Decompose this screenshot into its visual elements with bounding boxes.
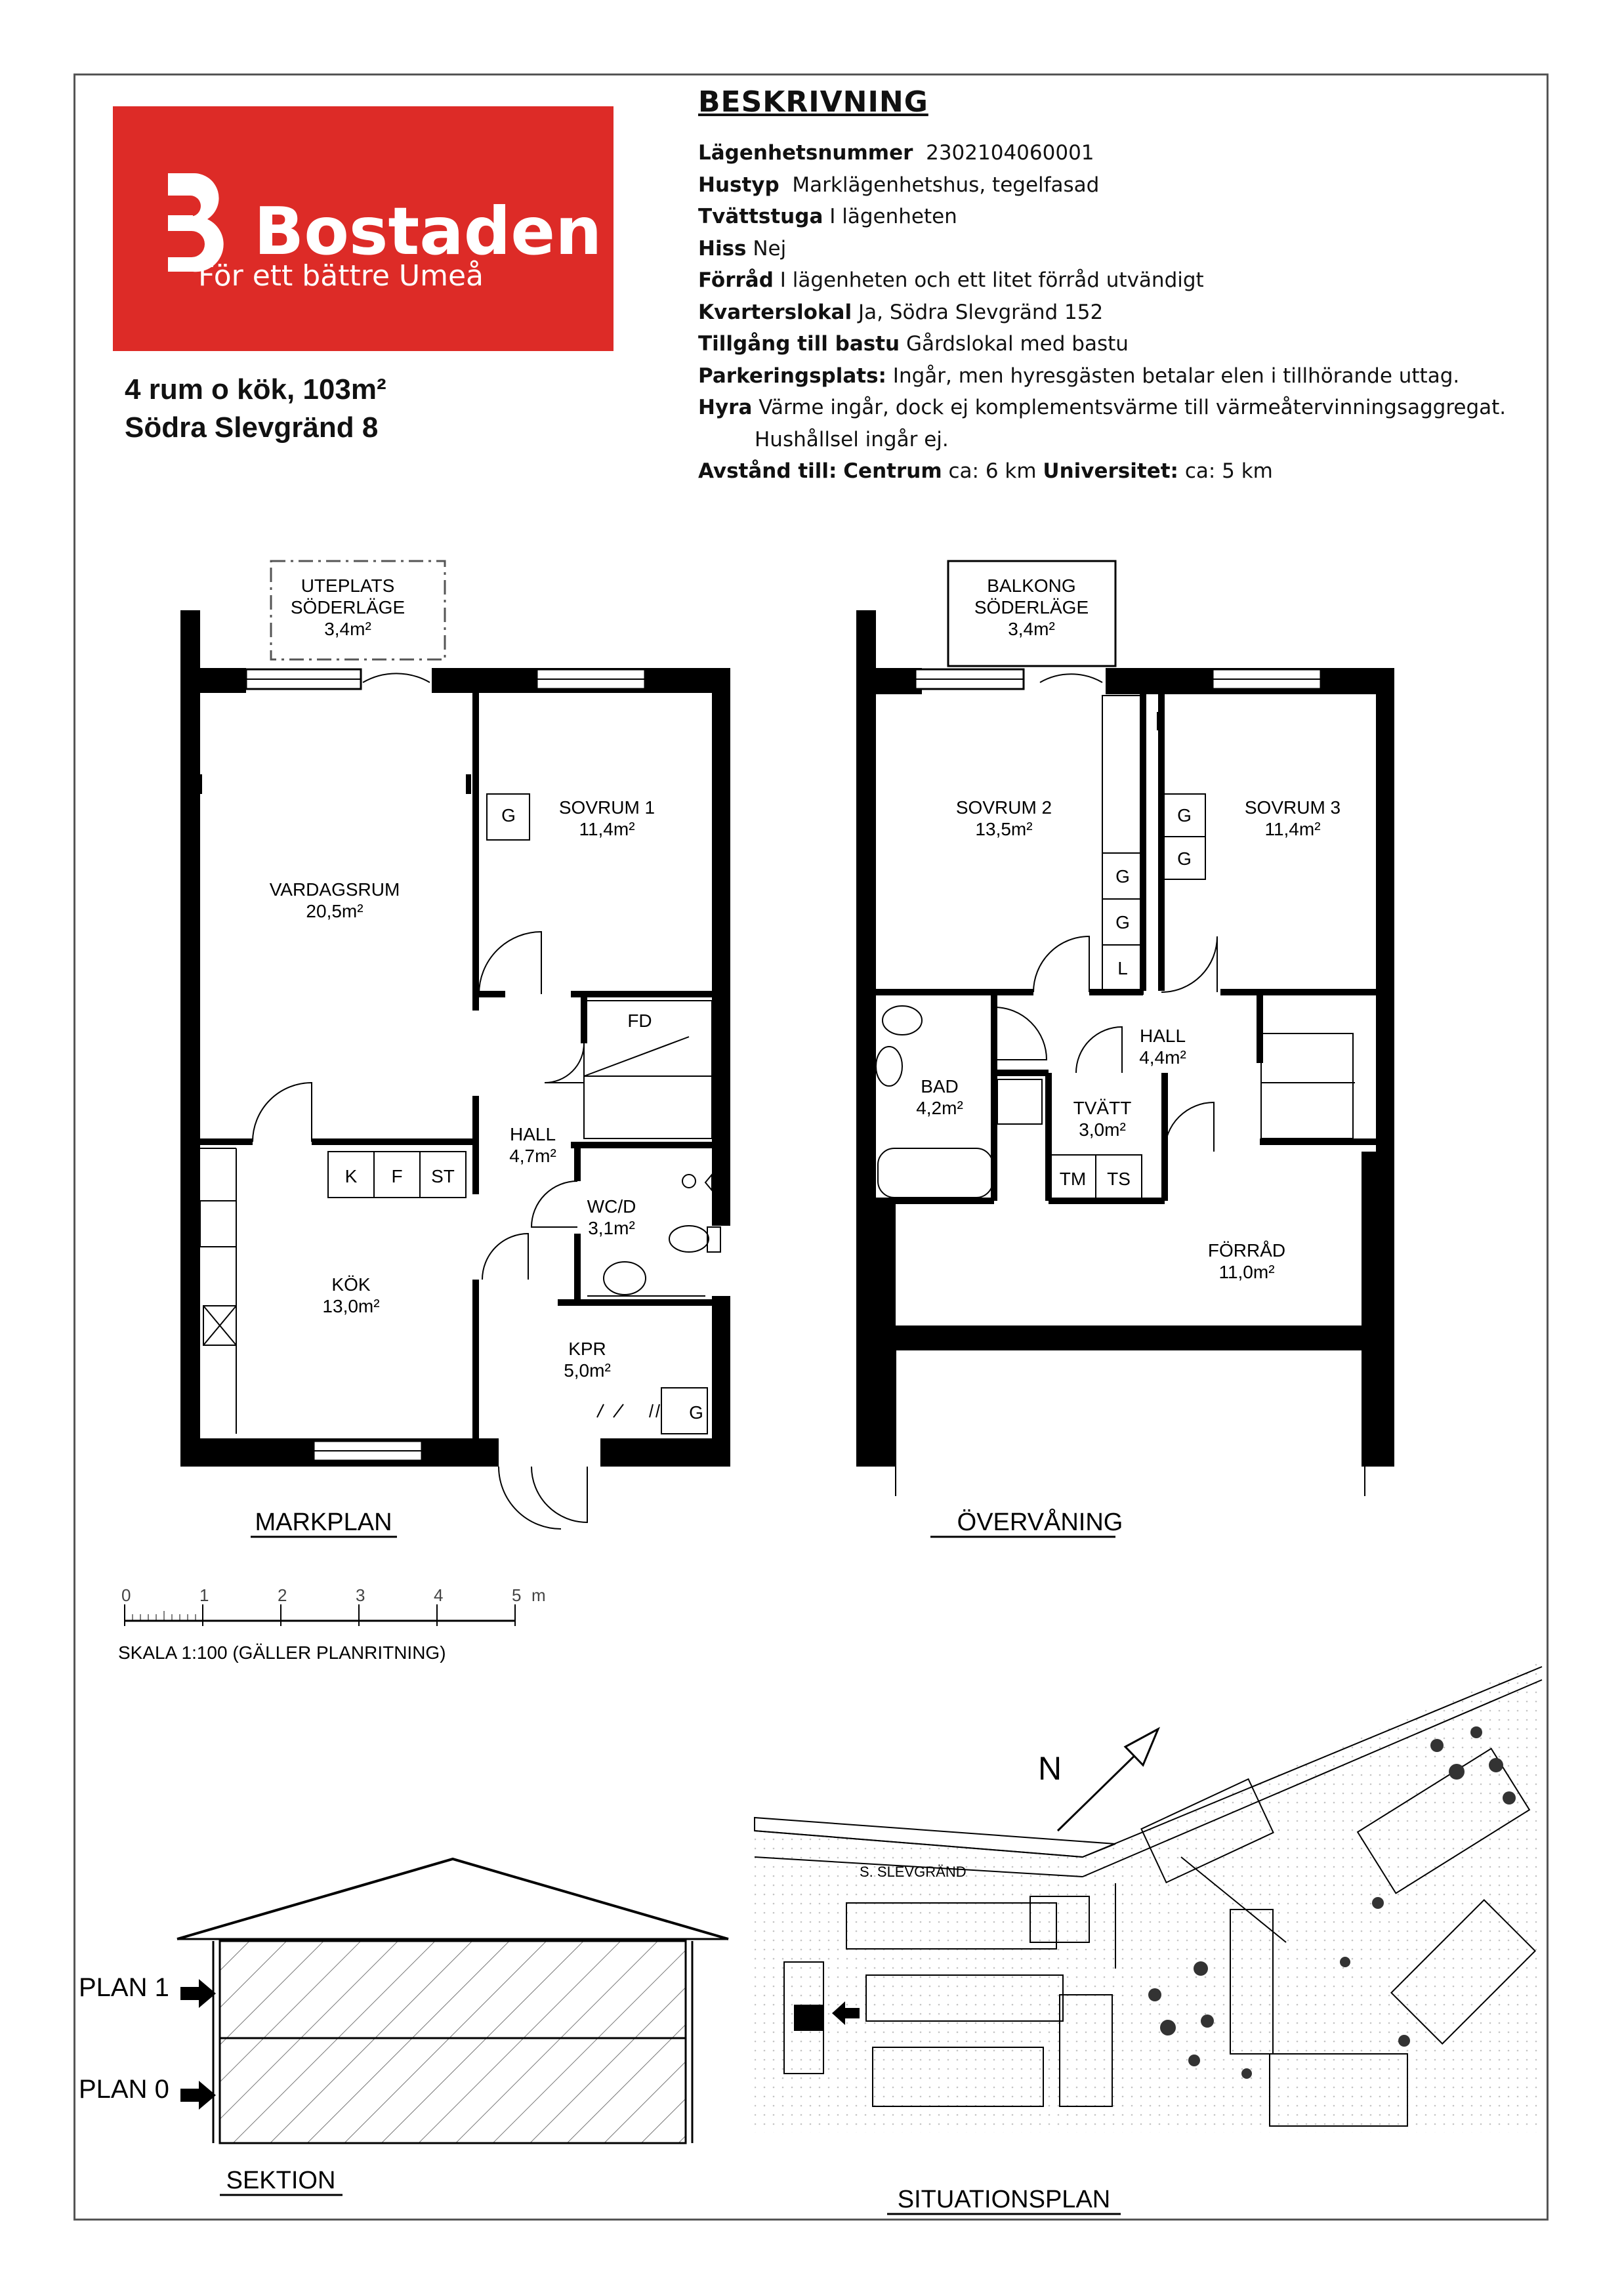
apartment-size: 4 rum o kök, 103m² — [125, 373, 386, 406]
label-hall-upper: HALL — [1139, 1026, 1186, 1046]
label-hall-upper-area: 4,4m² — [1139, 1047, 1186, 1068]
label-kpr-closet: G — [689, 1402, 703, 1423]
logo-slogan: För ett bättre Umeå — [198, 259, 484, 293]
desc-row: Hiss Nej — [698, 236, 787, 261]
label-sovrum3: SOVRUM 3 — [1244, 797, 1341, 818]
label-wcd-area: 3,1m² — [588, 1218, 635, 1238]
situationsplan-caption: SITUATIONSPLAN — [897, 2186, 1111, 2213]
desc-row: Hushållsel ingår ej. — [755, 427, 949, 451]
scale-tick-4: 4 — [434, 1585, 444, 1605]
overvaning-caption: ÖVERVÅNING — [957, 1509, 1123, 1536]
label-balkong-soderlage: SÖDERLÄGE — [974, 597, 1089, 617]
arrow-plan0-icon — [180, 2081, 216, 2110]
desc-row: Kvarterslokal Ja, Södra Slevgränd 152 — [698, 300, 1104, 324]
sektion-drawing — [79, 1859, 728, 2195]
street-label: S. SLEVGRÄND — [860, 1864, 967, 1880]
north-arrow-icon — [1058, 1729, 1158, 1831]
label-kok-area: 13,0m² — [322, 1296, 380, 1316]
markplan-drawing — [180, 561, 730, 1537]
desc-row: Hustyp Marklägenhetshus, tegelfasad — [698, 173, 1100, 197]
label-sovrum2-area: 13,5m² — [975, 819, 1033, 839]
situationsplan-map — [755, 1660, 1542, 2214]
scale-tick-3: 3 — [356, 1585, 365, 1605]
label-f: F — [391, 1166, 403, 1186]
label-st: ST — [431, 1166, 455, 1186]
desc-row: Lägenhetsnummer 2302104060001 — [698, 141, 1094, 165]
label-hall-area: 4,7m² — [509, 1146, 556, 1166]
label-hall: HALL — [509, 1124, 556, 1144]
scale-tick-1: 1 — [199, 1585, 209, 1605]
desc-row: Tillgång till bastu Gårdslokal med bastu — [698, 332, 1129, 356]
label-sovrum3-area: 11,4m² — [1264, 819, 1321, 839]
scale-tick-5: 5 — [512, 1585, 522, 1605]
label-plan1: PLAN 1 — [79, 1973, 169, 2002]
label-plan0: PLAN 0 — [79, 2075, 169, 2104]
label-uteplats-area: 3,4m² — [324, 619, 371, 639]
desc-distance: Avstånd till: Centrum ca: 6 km Universitet: ca: 5 km — [698, 459, 1273, 483]
overvaning-drawing — [856, 561, 1394, 1537]
arrow-plan1-icon — [180, 1979, 216, 2008]
label-bad: BAD — [921, 1076, 959, 1096]
label-kok: KÖK — [331, 1274, 371, 1295]
label-closet-g4: G — [1115, 912, 1130, 932]
label-tvatt: TVÄTT — [1073, 1098, 1132, 1118]
scale-tick-0: 0 — [121, 1585, 131, 1605]
label-ts: TS — [1107, 1169, 1131, 1189]
label-fd: FD — [627, 1011, 652, 1031]
apartment-marker — [794, 2005, 823, 2031]
label-vardagsrum: VARDAGSRUM — [269, 879, 400, 900]
scale-bar — [118, 1585, 546, 1663]
desc-row: Tvättstuga I lägenheten — [698, 205, 957, 228]
label-sovrum2: SOVRUM 2 — [955, 797, 1052, 818]
label-bad-area: 4,2m² — [916, 1098, 963, 1118]
apartment-address: Södra Slevgränd 8 — [125, 411, 379, 444]
label-kpr: KPR — [568, 1339, 606, 1359]
label-forrad-area: 11,0m² — [1218, 1262, 1275, 1282]
label-sovrum1-area: 11,4m² — [579, 819, 635, 839]
label-tvatt-area: 3,0m² — [1079, 1119, 1126, 1140]
label-closet-g1: G — [1177, 805, 1192, 825]
label-closet-l: L — [1117, 958, 1128, 978]
label-closet: G — [501, 805, 516, 825]
desc-row: Parkeringsplats: Ingår, men hyresgästen betalar elen i tillhörande uttag. — [698, 364, 1460, 388]
label-kpr-area: 5,0m² — [564, 1360, 611, 1381]
scale-unit: m — [531, 1585, 546, 1605]
label-vardagsrum-area: 20,5m² — [306, 901, 364, 921]
label-tm: TM — [1059, 1169, 1087, 1189]
label-uteplats: UTEPLATS — [301, 575, 395, 596]
desc-row: Förråd I lägenheten och ett litet förråd utvändigt — [698, 268, 1204, 292]
north-label: N — [1037, 1750, 1062, 1787]
scale-caption: SKALA 1:100 (GÄLLER PLANRITNING) — [118, 1642, 446, 1663]
label-balkong: BALKONG — [987, 575, 1076, 596]
label-balkong-area: 3,4m² — [1008, 619, 1055, 639]
markplan-caption: MARKPLAN — [255, 1509, 392, 1536]
scale-tick-2: 2 — [278, 1585, 287, 1605]
label-closet-g3: G — [1115, 866, 1130, 887]
label-sovrum1: SOVRUM 1 — [558, 797, 655, 818]
description-title: BESKRIVNING — [698, 85, 928, 119]
desc-row: Hyra Värme ingår, dock ej komplementsvärme till värmeåtervinningsaggregat. — [698, 396, 1507, 419]
label-closet-g2: G — [1177, 848, 1192, 869]
logo-name: Bostaden — [254, 193, 602, 270]
label-uteplats-soderlage: SÖDERLÄGE — [290, 597, 406, 617]
label-k: K — [344, 1166, 358, 1186]
label-forrad: FÖRRÅD — [1207, 1240, 1286, 1261]
label-wcd: WC/D — [587, 1196, 636, 1217]
sektion-caption: SEKTION — [226, 2167, 336, 2194]
